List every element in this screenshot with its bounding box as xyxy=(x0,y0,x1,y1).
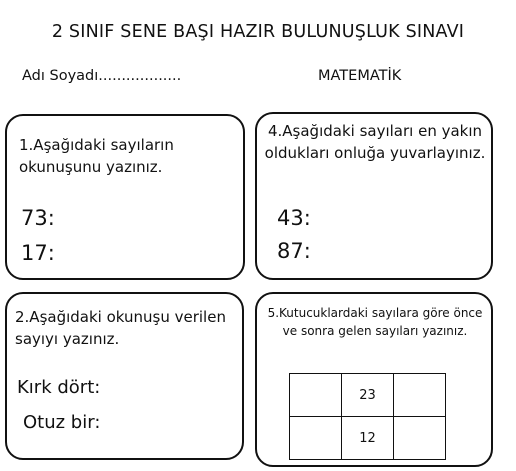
question-1-text: 1.Aşağıdaki sayıların okunuşunu yazınız. xyxy=(19,136,174,176)
question-5-text: 5.Kutucuklardaki sayılara göre önce ve sonra gelen sayıları yazınız. xyxy=(267,306,483,338)
grid-row xyxy=(290,417,446,460)
question-1-item-1: 73: xyxy=(21,206,55,230)
grid-cell-after[interactable] xyxy=(394,374,446,417)
question-4-box xyxy=(255,112,493,280)
grid-cell-number: 23 xyxy=(342,374,394,417)
grid-row xyxy=(290,374,446,417)
grid-cell-before[interactable] xyxy=(290,417,342,460)
question-4-text: 4.Aşağıdaki sayıları en yakın oldukları onluğa yuvarlayınız. xyxy=(264,122,486,162)
grid-cell-before[interactable] xyxy=(290,374,342,417)
subject-label: MATEMATİK xyxy=(318,68,402,84)
question-1-item-2: 17: xyxy=(21,241,55,265)
question-2-item-1: Kırk dört: xyxy=(17,377,101,398)
grid-cell-number: 12 xyxy=(342,417,394,460)
question-2-text: 2.Aşağıdaki okunuşu verilen sayıyı yazınız. xyxy=(15,308,226,348)
question-4-item-1: 43: xyxy=(277,206,311,230)
question-1-box xyxy=(5,114,245,280)
question-4-item-2: 87: xyxy=(277,239,311,263)
question-2-box xyxy=(5,292,244,460)
grid-cell-after[interactable] xyxy=(394,417,446,460)
question-5-box xyxy=(255,292,493,467)
question-2-item-2: Otuz bir: xyxy=(23,412,101,433)
exam-title: 2 SINIF SENE BAŞI HAZIR BULUNUŞLUK SINAVI xyxy=(51,22,465,42)
student-name-line: Adı Soyadı.................. xyxy=(22,68,182,84)
number-grid xyxy=(289,373,446,460)
